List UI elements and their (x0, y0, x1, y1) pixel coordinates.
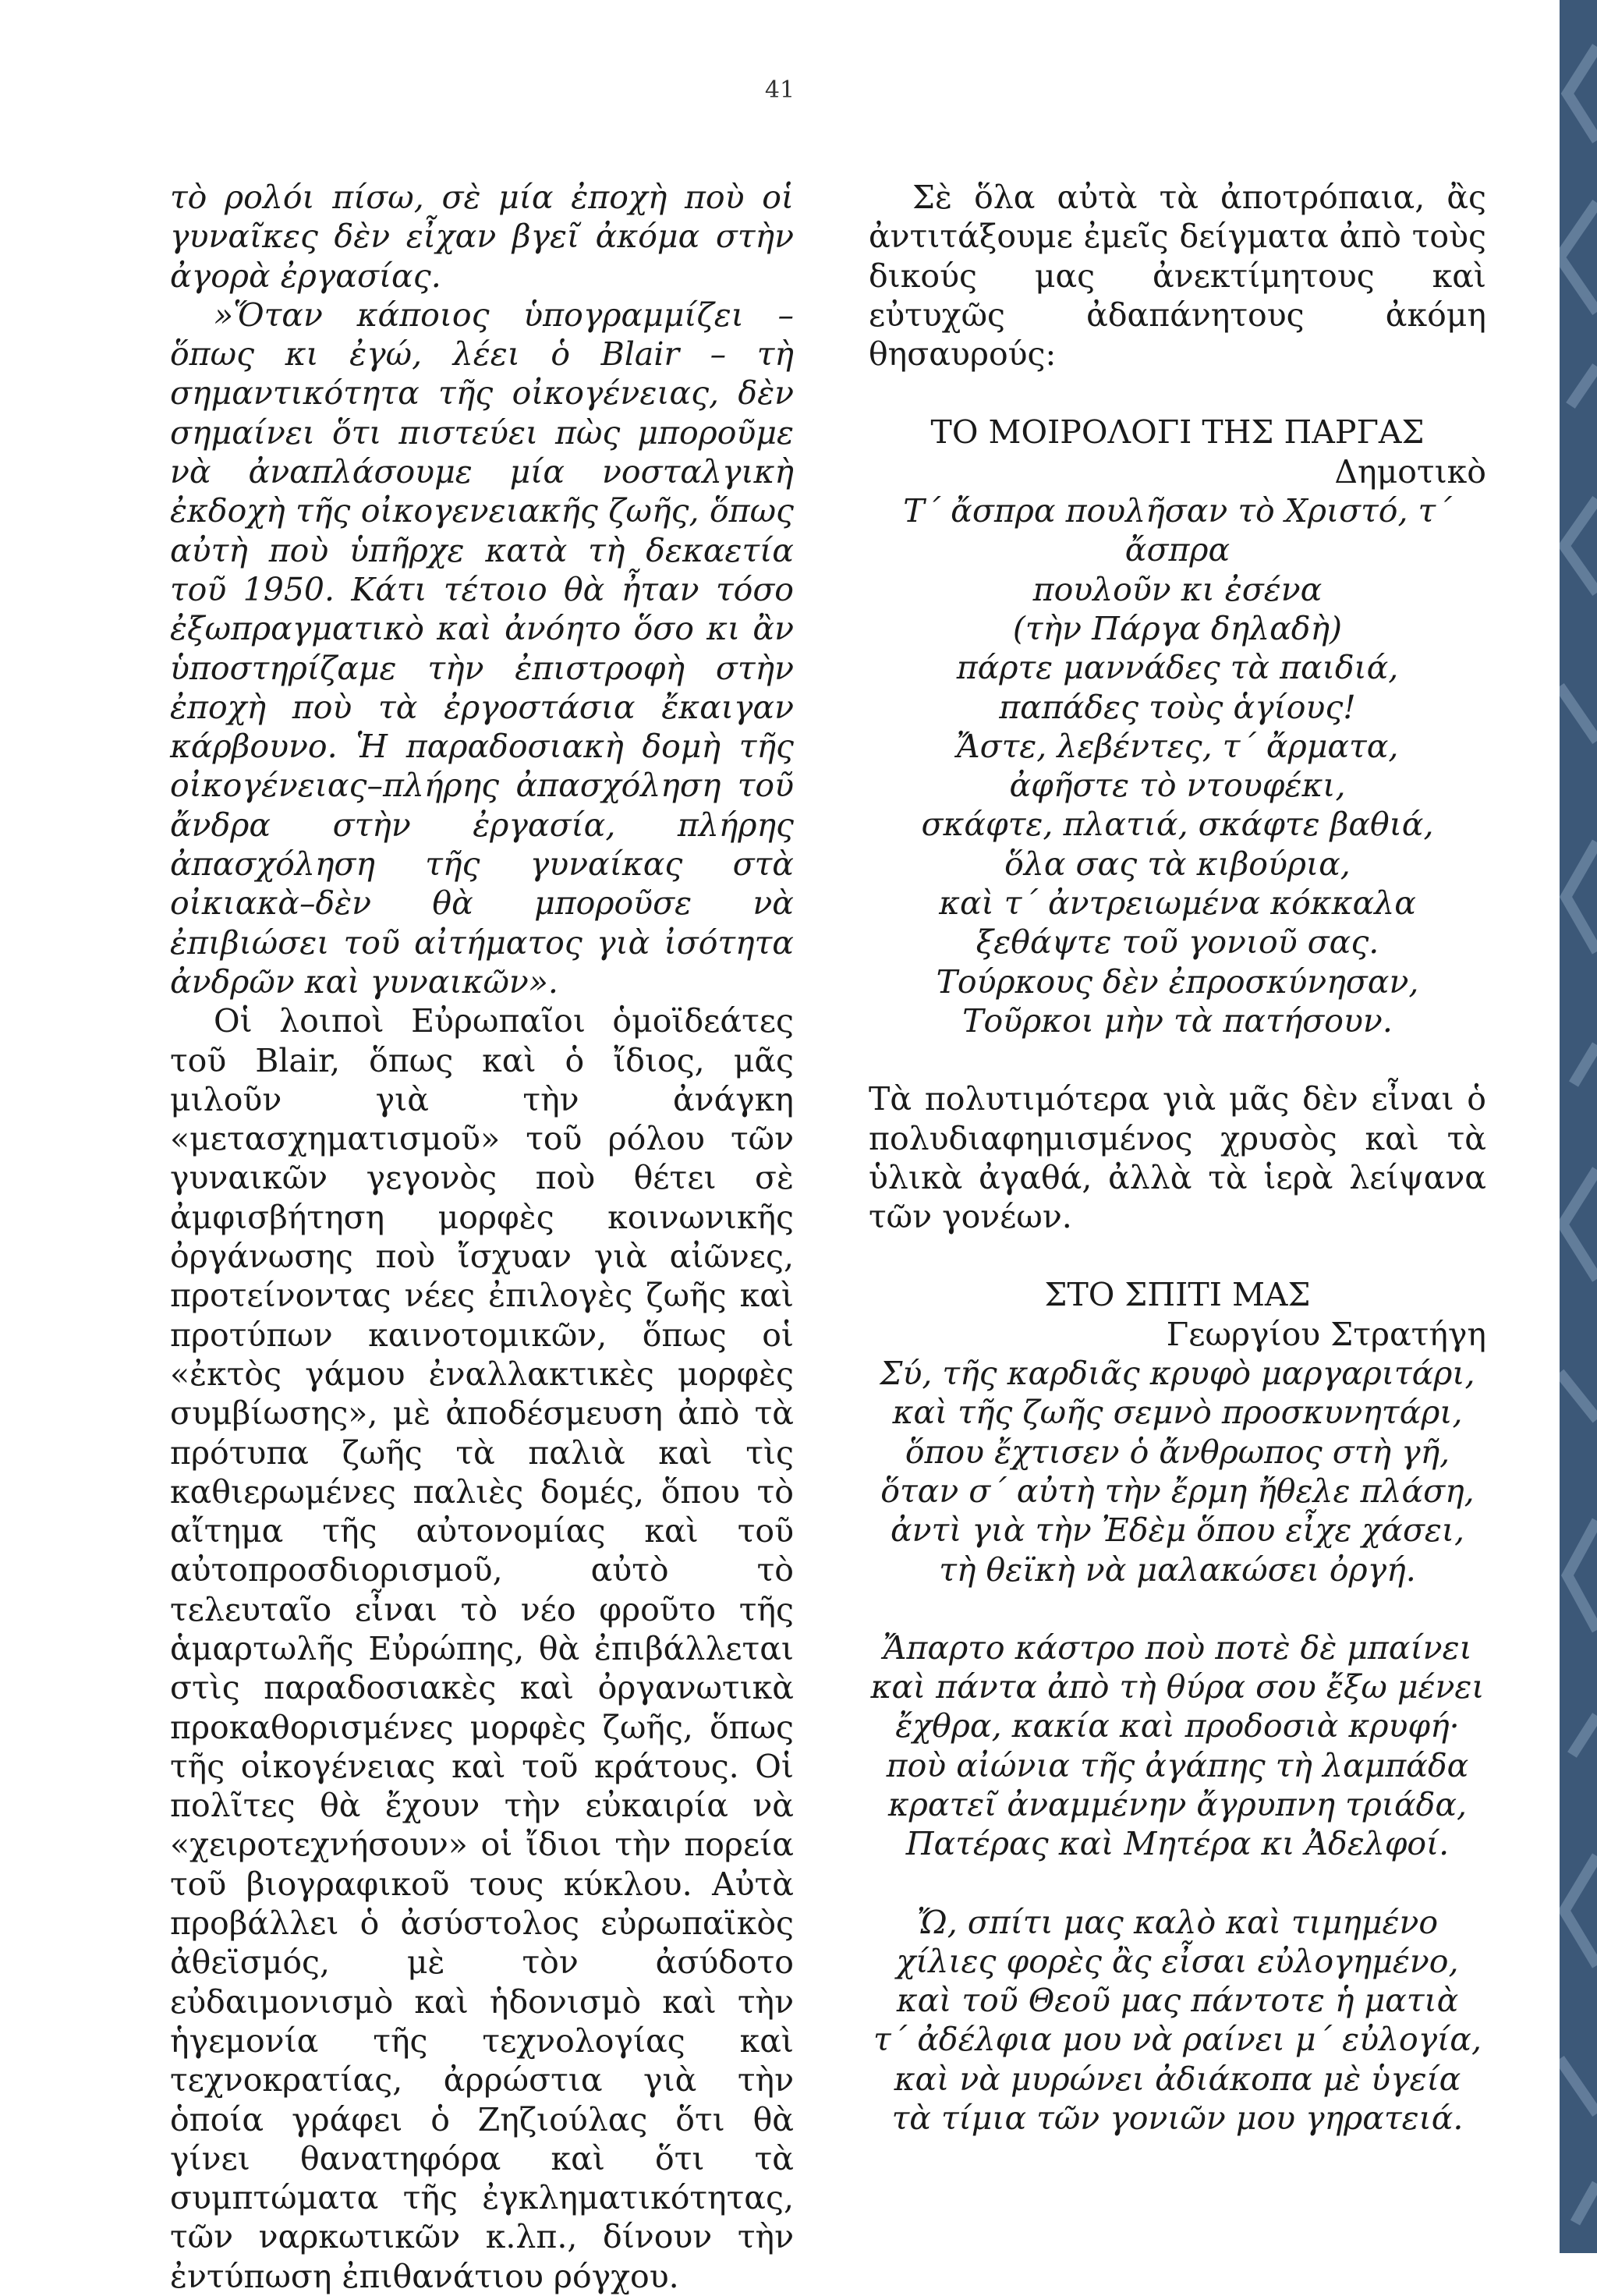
poem-title: ΣΤΟ ΣΠΙΤΙ ΜΑΣ (1044, 1276, 1311, 1314)
verse-line: τὴ θεϊκὴ νὰ μαλακώσει ὀργή. (939, 1550, 1416, 1589)
poem-stanza (869, 1628, 1486, 1864)
verse-line: καὶ πάντα ἀπὸ τὴ θύρα σου ἔξω μένει (870, 1668, 1485, 1706)
verse-line: ποὺ αἰώνια τῆς ἀγάπης τὴ λαμπάδα (886, 1746, 1469, 1784)
verse-line: Ὤ, σπίτι μας καλὸ καὶ τιμημένο (916, 1903, 1439, 1941)
paragraph-middle: Τὰ πολυτιμότερα γιὰ μᾶς δὲν εἶναι ὁ πολυδιαφημισμένος χρυσὸς καὶ τὰ ὑλικὰ ἀγαθά, ἀλλὰ τὰ ἱερὰ λείψανα τῶν γονέων. (869, 1080, 1486, 1236)
poem-author: Δημοτικὸ (1334, 452, 1486, 491)
verse-line: σκάφτε, πλατιά, σκάφτε βαθιά, (921, 806, 1434, 844)
verse-line: παπάδες τοὺς ἁγίους! (999, 688, 1356, 726)
verse-line: τὰ τίμια τῶν γονιῶν μου γηρατειά. (891, 2099, 1464, 2138)
verse-line: καὶ τ΄ ἀντρειωμένα κόκκαλα (939, 884, 1416, 923)
verse-line: ἔχθρα, κακία καὶ προδοσιὰ κρυφή· (895, 1707, 1460, 1745)
verse-line: πάρτε μαννάδες τὰ παιδιά, (956, 649, 1399, 687)
verse-line: χίλιες φορὲς ἂς εἶσαι εὐλογημένο, (896, 1942, 1459, 1980)
paragraph-blair-quote: »Ὅταν κάποιος ὑπογραμμίζει – ὅπως κι ἐγώ, λέει ὁ Blair – τὴ σημαντικότητα τῆς οἰκογένειας, δὲν σημαίνει ὅτι πιστεύει πὼς μποροῦμε νὰ ἀναπλάσουμε μία νοσταλγικὴ ἐκδοχὴ τῆς οἰκογενειακῆς ζωῆς, ὅπως αὐτὴ ποὺ ὑπῆρχε κατὰ τὴ δεκαετία τοῦ 1950. Κάτι τέτοιο θὰ ἦταν τόσο ἐξωπραγματικὸ καὶ ἀνόητο ὅσο κι ἂν ὑποστηρίζαμε τὴν ἐπιστροφὴ στὴν ἐποχὴ ποὺ τὰ ἐργοστάσια ἔκαιγαν κάρβουνο. Ἡ παραδοσιακὴ δομὴ τῆς οἰκογένειας–πλήρης ἀπασχόληση τοῦ ἄνδρα στὴν ἐργασία, πλήρης ἀπασχόληση τῆς γυναίκας στὰ οἰκιακὰ–δὲν θὰ μποροῦσε νὰ ἐπιβιώσει τοῦ αἰτήματος γιὰ ἰσότητα ἀνδρῶν καὶ γυναικῶν». (170, 296, 794, 1001)
verse-line: Ἄπαρτο κάστρο ποὺ ποτὲ δὲ μπαίνει (883, 1628, 1472, 1667)
poem-stanza (869, 1354, 1486, 1589)
verse-line: Τ΄ ἄσπρα πουλῆσαν τὸ Χριστό, τ΄ ἄσπρα (903, 492, 1452, 569)
verse-line: ὅταν σ΄ αὐτὴ τὴν ἔρμη ἤθελε πλάση, (880, 1472, 1475, 1510)
poem-title: ΤΟ ΜΟΙΡΟΛΟΓΙ ΤΗΣ ΠΑΡΓΑΣ (930, 413, 1425, 452)
page-number: 41 (764, 76, 795, 104)
paragraph-quote-start: τὸ ρολόι πίσω, σὲ μία ἐποχὴ ποὺ οἱ γυναῖκες δὲν εἶχαν βγεῖ ἀκόμα στὴν ἀγορὰ ἐργασίας. (170, 179, 794, 295)
decorative-side-band (1560, 0, 1597, 2253)
verse-line: καὶ νὰ μυρώνει ἀδιάκοπα μὲ ὑγεία (894, 2060, 1461, 2098)
verse-line: τ΄ ἀδέλφια μου νὰ ραίνει μ΄ εὐλογία, (873, 2021, 1482, 2059)
poem-author: Γεωργίου Στρατήγη (1166, 1315, 1486, 1353)
verse-line: Σύ, τῆς καρδιᾶς κρυφὸ μαργαριτάρι, (880, 1355, 1475, 1393)
verse-line: κρατεῖ ἀναμμένην ἄγρυπνη τριάδα, (887, 1785, 1468, 1823)
verse-line: ὅπου ἔχτισεν ὁ ἄνθρωπος στὴ γῆ, (905, 1433, 1450, 1471)
verse-line: Τοῦρκοι μὴν τὰ πατήσουν. (962, 1001, 1393, 1040)
verse-line: ἀντὶ γιὰ τὴν Ἐδὲμ ὅπου εἶχε χάσει, (890, 1511, 1465, 1550)
verse-line: (τὴν Πάργα δηλαδὴ) (1012, 609, 1343, 647)
left-column (170, 178, 794, 2296)
right-column (869, 178, 1486, 2138)
poem-stanza (869, 1903, 1486, 2138)
paragraph-intro: Σὲ ὅλα αὐτὰ τὰ ἀποτρόπαια, ἂς ἀντιτάξουμε ἐμεῖς δείγματα ἀπὸ τοὺς δικούς μας ἀνεκτίμητους καὶ εὐτυχῶς ἀδαπάνητους ἀκόμη θησαυρούς: (869, 179, 1486, 374)
verse-line: ξεθάψτε τοῦ γονιοῦ σας. (976, 923, 1379, 962)
verse-line: Τούρκους δὲν ἐπροσκύνησαν, (936, 962, 1419, 1001)
paragraph-body: Οἱ λοιποὶ Εὐρωπαῖοι ὁμοϊδεάτες τοῦ Blair, ὅπως καὶ ὁ ἴδιος, μᾶς μιλοῦν γιὰ τὴν ἀνάγκη «μετασχηματισμοῦ» τοῦ ρόλου τῶν γυναικῶν γεγονὸς ποὺ θέτει σὲ ἀμφισβήτηση μορφὲς κοινωνικῆς ὀργάνωσης ποὺ ἴσχυαν γιὰ αἰῶνες, προτείνοντας νέες ἐπιλογὲς ζωῆς καὶ προτύπων καινοτομικῶν, ὅπως οἱ «ἐκτὸς γάμου ἐναλλακτικὲς μορφὲς συμβίωσης», μὲ ἀποδέσμευση ἀπὸ τὰ πρότυπα ζωῆς τὰ παλιὰ καὶ τὶς καθιερωμένες παλιὲς δομές, ὅπου τὸ αἴτημα τῆς αὐτονομίας καὶ τοῦ αὐτοπροσδιορισμοῦ, αὐτὸ τὸ τελευταῖο εἶναι τὸ νέο φροῦτο τῆς ἁμαρτωλῆς Εὐρώπης, θὰ ἐπιβάλλεται στὶς παραδοσιακὲς καὶ ὀργανωτικὰ προκαθορισμένες μορφὲς ζωῆς, ὅπως τῆς οἰκογένειας καὶ τοῦ κράτους. Οἱ πολῖτες θὰ ἔχουν τὴν εὐκαιρία νὰ «χειροτεχνήσουν» οἱ ἴδιοι τὴν πορεία τοῦ βιογραφικοῦ τους κύκλου. Αὐτὰ προβάλλει ὁ ἀσύστολος εὐρωπαϊκὸς ἀθεϊσμός, μὲ τὸν ἀσύδοτο εὐδαιμονισμὸ καὶ ἡδονισμὸ καὶ τὴν ἡγεμονία τῆς τεχνολογίας καὶ τεχνοκρατίας, ἀρρώστια γιὰ τὴν ὁποία γράφει ὁ Ζηζιούλας ὅτι θὰ γίνει θανατηφόρα καὶ ὅτι τὰ συμπτώματα τῆς ἐγκληματικότητας, τῶν ναρκωτικῶν κ.λπ., δίνουν τὴν ἐντύπωση ἐπιθανάτιου ρόγχου. (170, 1002, 794, 2295)
verse-line: ὅλα σας τὰ κιβούρια, (1004, 845, 1351, 883)
verse-line: καὶ τῆς ζωῆς σεμνὸ προσκυνητάρι, (892, 1394, 1463, 1432)
verse-line: καὶ τοῦ Θεοῦ μας πάντοτε ἡ ματιὰ (896, 1982, 1459, 2020)
poem-verses (869, 491, 1486, 1040)
verse-line: πουλοῦν κι ἐσένα (1032, 570, 1323, 608)
verse-line: ἀφῆστε τὸ ντουφέκι, (1009, 767, 1346, 805)
side-band-pattern (1560, 0, 1597, 2253)
verse-line: Πατέρας καὶ Μητέρα κι Ἀδελφοί. (905, 1825, 1450, 1863)
verse-line: Ἄστε, λεβέντες, τ΄ ἄρματα, (956, 727, 1399, 765)
